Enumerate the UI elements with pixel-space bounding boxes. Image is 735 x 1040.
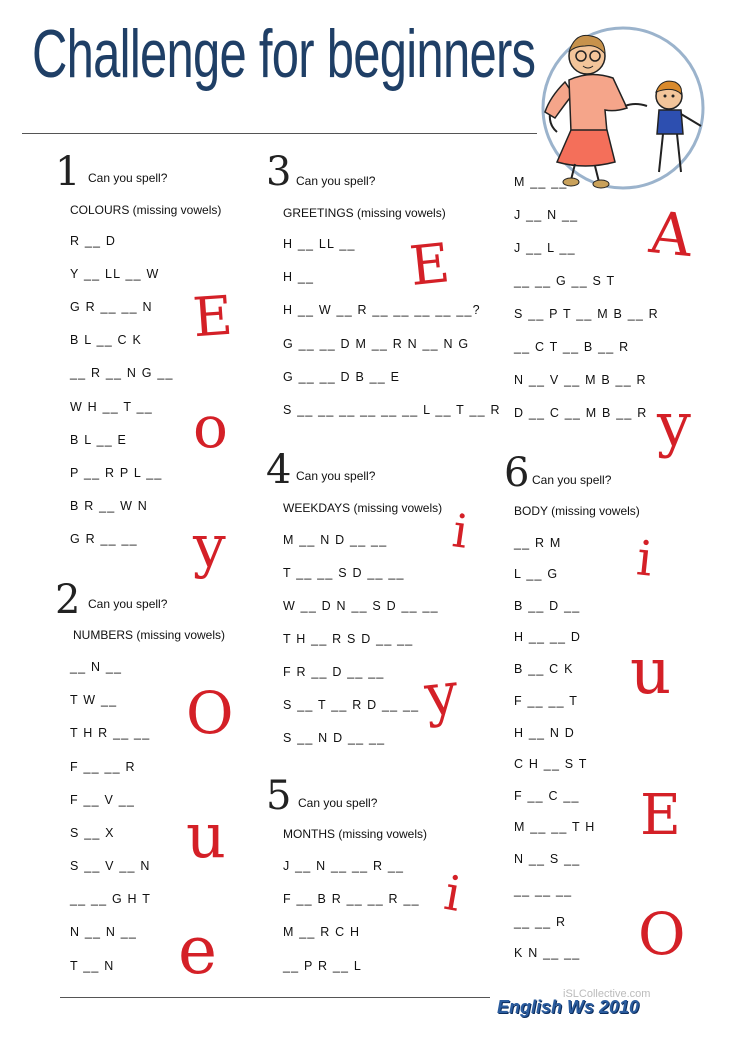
word-item: F __ V __ (70, 793, 135, 807)
word-item: G R __ __ N (70, 300, 153, 314)
word-item: B L __ C K (70, 333, 142, 347)
watermark: iSLCollective.com (563, 988, 651, 1000)
section-3-heading: GREETINGS (missing vowels) (283, 206, 446, 220)
word-item: B __ C K (514, 662, 574, 676)
word-item: M __ __ (514, 175, 568, 189)
word-item: H __ __ D (514, 630, 582, 644)
section-1-heading: COLOURS (missing vowels) (70, 203, 222, 217)
vowel-decoration: O (186, 679, 234, 747)
section-5-number: 5 (266, 773, 292, 819)
section-2-heading: NUMBERS (missing vowels) (73, 628, 226, 642)
footer-credit: English Ws 2010 (497, 997, 640, 1017)
word-item: C H __ S T (514, 757, 588, 771)
word-item: N __ S __ (514, 852, 581, 866)
word-item: H __ (283, 270, 315, 284)
vowel-decoration: E (640, 783, 681, 848)
word-item: G __ __ D M __ R N __ N G (283, 337, 470, 351)
word-item: N __ N __ (70, 925, 138, 939)
word-item: K N __ __ (514, 946, 581, 960)
word-item: B L __ E (70, 433, 128, 447)
vowel-decoration: y (657, 390, 691, 460)
page-title: Challenge for beginners (32, 16, 536, 92)
word-item: F __ __ T (514, 694, 579, 708)
word-item: D __ C __ M B __ R (514, 406, 648, 420)
word-item: __ R M (514, 536, 562, 550)
vowel-decoration: e (178, 912, 218, 989)
word-item: J __ N __ __ R __ (283, 859, 405, 873)
word-item: R __ D (70, 234, 117, 248)
vowel-decoration: u (630, 635, 672, 709)
word-item: T H R __ __ (70, 726, 151, 740)
word-item: N __ V __ M B __ R (514, 373, 647, 387)
word-item: __ __ G __ S T (514, 274, 616, 288)
vowel-decoration: E (406, 231, 453, 298)
word-item: H __ LL __ (283, 237, 356, 251)
vowel-decoration: u (186, 799, 226, 872)
section-5-prompt: Can you spell? (298, 796, 378, 810)
word-item: T __ N (70, 959, 115, 973)
word-item: __ __ R (514, 915, 567, 929)
word-item: G R __ __ (70, 532, 138, 546)
footer-line (60, 997, 490, 998)
vowel-decoration: y (421, 658, 462, 730)
section-4-heading: WEEKDAYS (missing vowels) (283, 501, 443, 515)
word-item: L __ G (514, 567, 559, 581)
word-item: S __ __ __ __ __ __ L __ T __ R (283, 403, 501, 417)
word-item: __ N __ (70, 660, 123, 674)
vowel-decoration: E (190, 283, 235, 350)
word-item: H __ N D (514, 726, 576, 740)
word-item: S __ T __ R D __ __ (283, 698, 420, 712)
word-item: J __ N __ (514, 208, 579, 222)
vowel-decoration: i (449, 503, 472, 559)
word-item: M __ __ T H (514, 820, 596, 834)
word-item: Y __ LL __ W (70, 267, 160, 281)
word-item: __ R __ N G __ (70, 366, 174, 380)
grandma-child-illustration (535, 22, 715, 192)
word-item: W H __ T __ (70, 400, 153, 414)
word-item: T W __ (70, 693, 118, 707)
word-item: T H __ R S D __ __ (283, 632, 414, 646)
word-item: S __ N D __ __ (283, 731, 386, 745)
vowel-decoration: o (193, 393, 228, 461)
section-4-prompt: Can you spell? (296, 469, 376, 483)
word-item: B R __ W N (70, 499, 148, 513)
vowel-decoration: y (193, 512, 226, 580)
word-item: M __ R C H (283, 925, 361, 939)
section-6-heading: BODY (missing vowels) (514, 504, 640, 518)
word-item: F R __ D __ __ (283, 665, 385, 679)
word-item: P __ R P L __ (70, 466, 163, 480)
word-item: __ C T __ B __ R (514, 340, 630, 354)
vowel-decoration: i (634, 530, 656, 588)
section-5-heading: MONTHS (missing vowels) (283, 827, 428, 841)
section-3-prompt: Can you spell? (296, 174, 376, 188)
word-item: J __ L __ (514, 241, 576, 255)
word-item: F __ B R __ __ R __ (283, 892, 420, 906)
title-underline (22, 133, 537, 134)
word-item: F __ C __ (514, 789, 580, 803)
section-3-number: 3 (266, 149, 292, 195)
word-item: __ __ G H T (70, 892, 152, 906)
section-4-number: 4 (266, 447, 292, 493)
word-item: W __ D N __ S D __ __ (283, 599, 439, 613)
word-item: B __ D __ (514, 599, 581, 613)
word-item: M __ N D __ __ (283, 533, 388, 547)
word-item: S __ V __ N (70, 859, 151, 873)
section-2-prompt: Can you spell? (88, 597, 168, 611)
word-item: __ __ __ (514, 883, 573, 897)
vowel-decoration: A (646, 197, 696, 271)
vowel-decoration: O (638, 900, 686, 968)
vowel-decoration: i (440, 865, 466, 923)
word-item: F __ __ R (70, 760, 136, 774)
section-1-number: 1 (55, 149, 81, 195)
word-item: H __ W __ R __ __ __ __ __? (283, 303, 481, 317)
section-1-prompt: Can you spell? (88, 171, 168, 185)
word-item: G __ __ D B __ E (283, 370, 401, 384)
word-item: S __ P T __ M B __ R (514, 307, 659, 321)
word-item: __ P R __ L (283, 959, 362, 973)
section-6-number: 6 (504, 450, 530, 496)
section-2-number: 2 (55, 577, 81, 623)
word-item: T __ __ S D __ __ (283, 566, 405, 580)
word-item: S __ X (70, 826, 115, 840)
section-6-prompt: Can you spell? (532, 473, 612, 487)
